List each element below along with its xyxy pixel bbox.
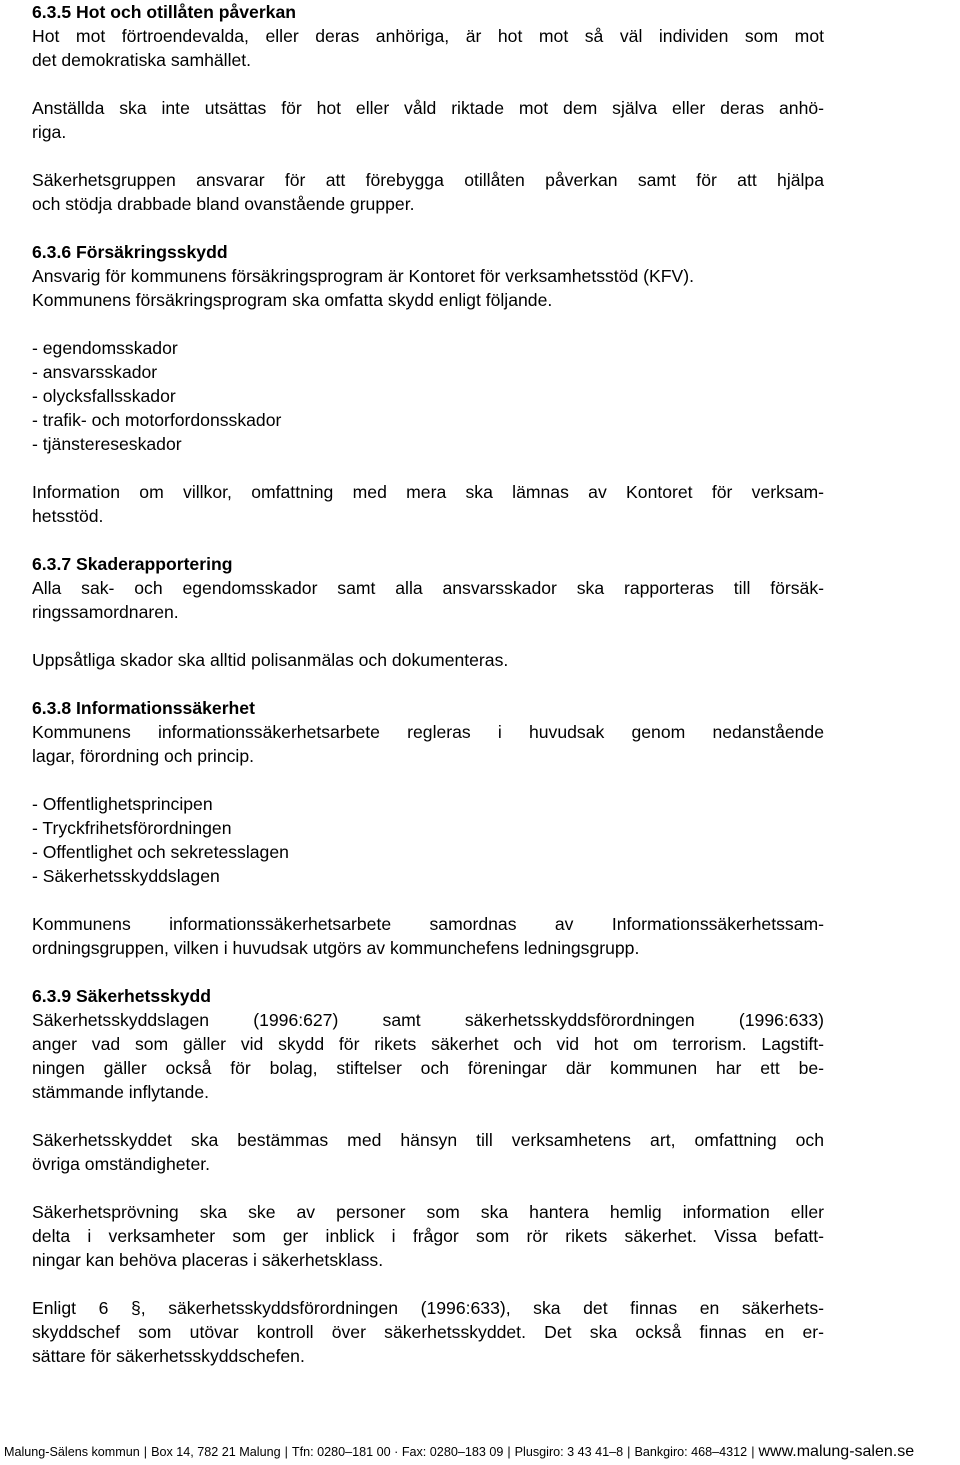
paragraph-line: Säkerhetsgruppen ansvarar för att förebygga otillåten påverkan samt för att hjälpa bbox=[32, 170, 824, 190]
paragraph-line: Säkerhetsskyddet ska bestämmas med hänsyn till verksamhetens art, omfattning och bbox=[32, 1130, 824, 1150]
paragraph-line: Ansvarig för kommunens försäkringsprogram är Kontoret för verksamhetsstöd (KFV). bbox=[32, 266, 694, 286]
paragraph-line: ningen gäller också för bolag, stiftelser och föreningar där kommunen har ett be- bbox=[32, 1058, 824, 1078]
paragraph-line: Säkerhetsskyddslagen (1996:627) samt säkerhetsskyddsförordningen (1996:633) bbox=[32, 1010, 824, 1030]
paragraph-line: ningar kan behöva placeras i säkerhetsklass. bbox=[32, 1250, 384, 1270]
section-heading: 6.3.5 Hot och otillåten påverkan bbox=[32, 2, 296, 22]
footer-separator: | bbox=[507, 1445, 511, 1459]
section-heading: 6.3.6 Försäkringsskydd bbox=[32, 242, 228, 262]
paragraph-line: ordningsgruppen, vilken i huvudsak utgörs av kommunchefens ledningsgrupp. bbox=[32, 938, 640, 958]
paragraph-line: delta i verksamheter som ger inblick i frågor som rör rikets säkerhet. Vissa befatt- bbox=[32, 1226, 824, 1246]
section-heading: 6.3.8 Informationssäkerhet bbox=[32, 698, 255, 718]
list-item: - Offentlighetsprincipen bbox=[32, 794, 213, 814]
list-item: - ansvarsskador bbox=[32, 362, 158, 382]
footer-bankgiro: Bankgiro: 468–4312 bbox=[634, 1445, 748, 1459]
list-item: - Säkerhetsskyddslagen bbox=[32, 866, 220, 886]
paragraph-line: stämmande inflytande. bbox=[32, 1082, 210, 1102]
list-item: - trafik- och motorfordonsskador bbox=[32, 410, 282, 430]
paragraph-line: hetsstöd. bbox=[32, 506, 104, 526]
footer-separator: | bbox=[627, 1445, 631, 1459]
paragraph-line: övriga omständigheter. bbox=[32, 1154, 210, 1174]
section-heading: 6.3.9 Säkerhetsskydd bbox=[32, 986, 211, 1006]
document-page bbox=[32, 0, 824, 1368]
paragraph-line: Kommunens informationssäkerhetsarbete regleras i huvudsak genom nedanstående bbox=[32, 722, 824, 742]
paragraph-line: Alla sak- och egendomsskador samt alla ansvarsskador ska rapporteras till försäk- bbox=[32, 578, 824, 598]
paragraph-line: riga. bbox=[32, 122, 67, 142]
paragraph-line: skyddschef som utövar kontroll över säkerhetsskyddet. Det ska också finnas en er- bbox=[32, 1322, 824, 1342]
paragraph-line: Kommunens informationssäkerhetsarbete samordnas av Informationssäkerhetssam- bbox=[32, 914, 824, 934]
paragraph-line: ringssamordnaren. bbox=[32, 602, 179, 622]
page-footer bbox=[4, 1441, 960, 1463]
footer-address: Box 14, 782 21 Malung bbox=[151, 1445, 281, 1459]
footer-website-link[interactable]: www.malung-salen.se bbox=[758, 1443, 915, 1460]
list-item: - Tryckfrihetsförordningen bbox=[32, 818, 232, 838]
footer-org: Malung-Sälens kommun bbox=[4, 1445, 140, 1459]
paragraph-line: det demokratiska samhället. bbox=[32, 50, 252, 70]
footer-separator: | bbox=[143, 1445, 148, 1459]
list-item: - Offentlighet och sekretesslagen bbox=[32, 842, 289, 862]
paragraph-line: Kommunens försäkringsprogram ska omfatta skydd enligt följande. bbox=[32, 290, 553, 310]
list-item: - egendomsskador bbox=[32, 338, 178, 358]
paragraph-line: sättare för säkerhetsskyddschefen. bbox=[32, 1346, 305, 1366]
footer-plusgiro: Plusgiro: 3 43 41–8 bbox=[514, 1445, 624, 1459]
footer-separator: | bbox=[284, 1445, 288, 1459]
paragraph-line: Enligt 6 §, säkerhetsskyddsförordningen (1996:633), ska det finnas en säkerhets- bbox=[32, 1298, 824, 1318]
list-item: - tjänstereseskador bbox=[32, 434, 182, 454]
paragraph-line: Information om villkor, omfattning med mera ska lämnas av Kontoret för verksam- bbox=[32, 482, 824, 502]
paragraph-line: och stödja drabbade bland ovanstående grupper. bbox=[32, 194, 415, 214]
paragraph-line: Säkerhetsprövning ska ske av personer som ska hantera hemlig information eller bbox=[32, 1202, 824, 1222]
paragraph-line: Uppsåtliga skador ska alltid polisanmälas och dokumenteras. bbox=[32, 650, 509, 670]
footer-separator: | bbox=[751, 1445, 755, 1459]
list-item: - olycksfallsskador bbox=[32, 386, 176, 406]
paragraph-line: anger vad som gäller vid skydd för rikets säkerhet och vid hot om terrorism. Lagstift- bbox=[32, 1034, 824, 1054]
paragraph-line: lagar, förordning och princip. bbox=[32, 746, 255, 766]
paragraph-line: Anställda ska inte utsättas för hot eller våld riktade mot dem själva eller deras anhö- bbox=[32, 98, 824, 118]
section-heading: 6.3.7 Skaderapportering bbox=[32, 554, 233, 574]
footer-phone-fax: Tfn: 0280–181 00 · Fax: 0280–183 09 bbox=[291, 1445, 504, 1459]
paragraph-line: Hot mot förtroendevalda, eller deras anhöriga, är hot mot så väl individen som mot bbox=[32, 26, 824, 46]
